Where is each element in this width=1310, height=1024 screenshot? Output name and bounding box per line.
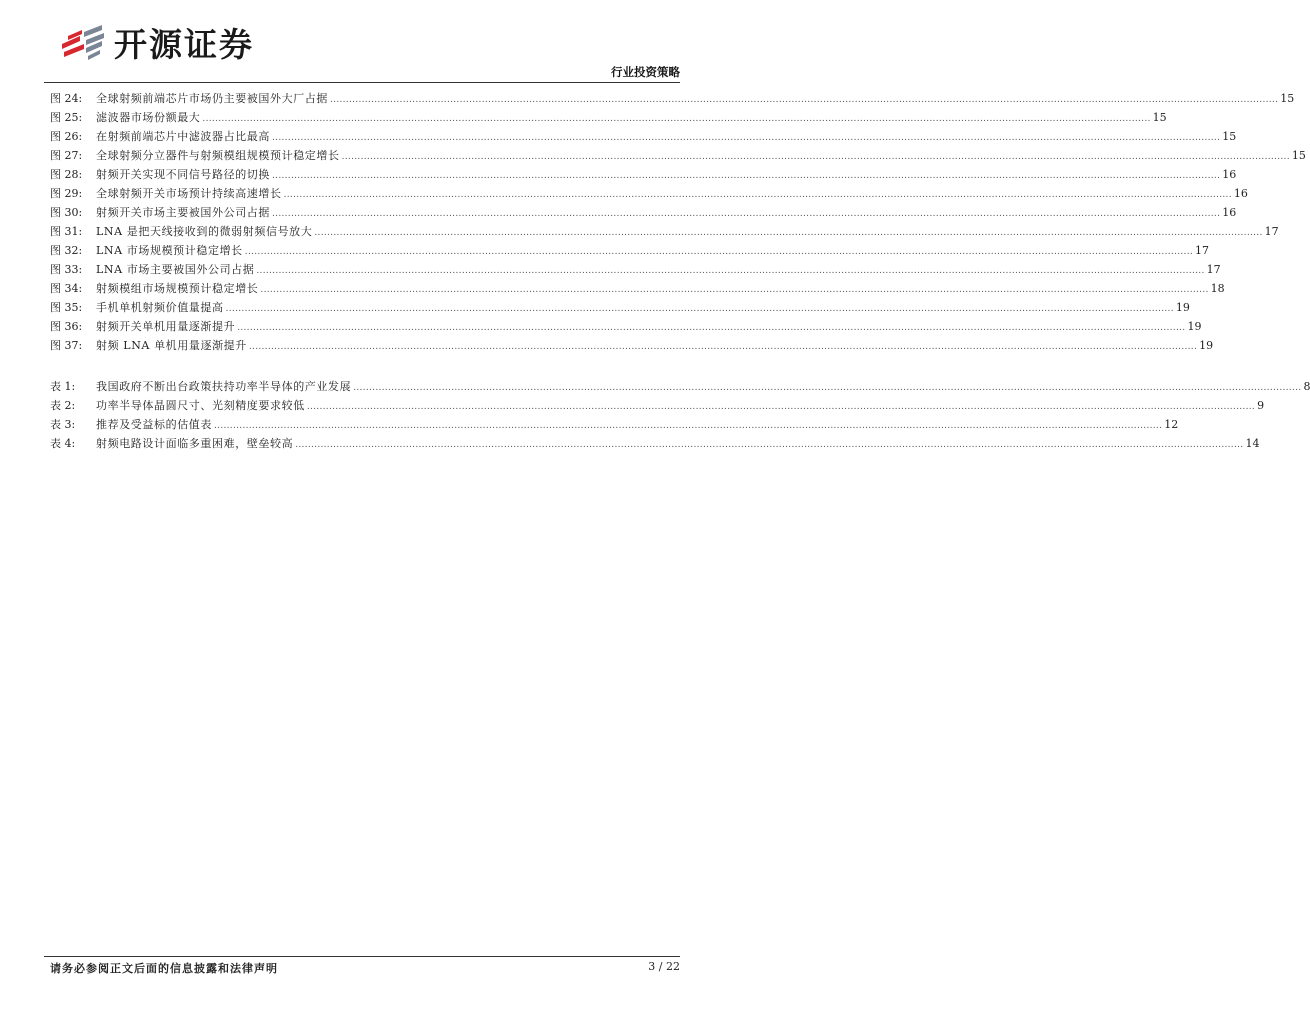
dot-leader: ............................................................................................................................................................................................................................................................................................................ bbox=[295, 440, 1244, 450]
table-entry-title: 功率半导体晶圆尺寸、光刻精度要求较低 bbox=[96, 399, 305, 412]
dot-leader: ............................................................................................................................................................................................................................................................................................................ bbox=[272, 171, 1221, 181]
figure-entry-title: 射频开关市场主要被国外公司占据 bbox=[96, 206, 270, 219]
figure-entry[interactable] bbox=[50, 261, 1221, 280]
dot-leader: ............................................................................................................................................................................................................................................................................................................ bbox=[202, 114, 1151, 124]
kaiyuan-logo-icon bbox=[58, 22, 106, 62]
figure-entry-number: 图 26: bbox=[50, 130, 83, 143]
table-entry-title: 推荐及受益标的估值表 bbox=[96, 418, 212, 431]
figure-entry-page: 16 bbox=[1222, 206, 1237, 219]
figure-entry-page: 17 bbox=[1264, 225, 1279, 238]
header-divider bbox=[44, 82, 680, 83]
dot-leader: ............................................................................................................................................................................................................................................................................................................ bbox=[237, 323, 1186, 333]
table-entry[interactable] bbox=[50, 416, 1179, 435]
table-entry-page: 9 bbox=[1257, 399, 1265, 412]
figure-entry-number: 图 27: bbox=[50, 149, 83, 162]
figure-entry[interactable] bbox=[50, 299, 1190, 318]
figure-entry-title: 射频模组市场规模预计稳定增长 bbox=[96, 282, 259, 295]
figure-entry-page: 18 bbox=[1210, 282, 1225, 295]
figure-entry[interactable] bbox=[50, 166, 1237, 185]
figure-entry-title: 全球射频开关市场预计持续高速增长 bbox=[96, 187, 282, 200]
figure-entry[interactable] bbox=[50, 185, 1248, 204]
figure-entry-page: 15 bbox=[1280, 92, 1295, 105]
figure-entry-title: 在射频前端芯片中滤波器占比最高 bbox=[96, 130, 270, 143]
dot-leader: ............................................................................................................................................................................................................................................................................................................ bbox=[260, 285, 1209, 295]
figure-entry-number: 图 36: bbox=[50, 320, 83, 333]
dot-leader: ............................................................................................................................................................................................................................................................................................................ bbox=[341, 152, 1290, 162]
figure-entry-title: LNA 市场规模预计稳定增长 bbox=[96, 244, 243, 257]
table-entry[interactable] bbox=[50, 397, 1265, 416]
figure-entry-number: 图 30: bbox=[50, 206, 83, 219]
dot-leader: ............................................................................................................................................................................................................................................................................................................ bbox=[214, 421, 1163, 431]
figure-entry-page: 19 bbox=[1187, 320, 1202, 333]
table-entry[interactable] bbox=[50, 378, 1310, 397]
figure-entry-number: 图 37: bbox=[50, 339, 83, 352]
dot-leader: ............................................................................................................................................................................................................................................................................................................ bbox=[272, 209, 1221, 219]
figure-entry-page: 16 bbox=[1233, 187, 1248, 200]
footer-divider bbox=[44, 956, 680, 957]
table-entry-page: 14 bbox=[1245, 437, 1260, 450]
figure-entry-number: 图 35: bbox=[50, 301, 83, 314]
figure-entry[interactable] bbox=[50, 128, 1237, 147]
figure-entry-page: 16 bbox=[1222, 168, 1237, 181]
figure-entry[interactable] bbox=[50, 242, 1210, 261]
figure-entry-number: 图 32: bbox=[50, 244, 83, 257]
figure-entry-number: 图 24: bbox=[50, 92, 83, 105]
table-entry-title: 我国政府不断出台政策扶持功率半导体的产业发展 bbox=[96, 380, 352, 393]
table-entry-page: 8 bbox=[1303, 380, 1310, 393]
dot-leader: ............................................................................................................................................................................................................................................................................................................ bbox=[225, 304, 1174, 314]
figure-entry-number: 图 25: bbox=[50, 111, 83, 124]
figure-entry-title: 手机单机射频价值量提高 bbox=[96, 301, 224, 314]
figure-entry-number: 图 34: bbox=[50, 282, 83, 295]
figure-entry-number: 图 33: bbox=[50, 263, 83, 276]
figure-entry-page: 15 bbox=[1291, 149, 1306, 162]
figure-entry-page: 15 bbox=[1222, 130, 1237, 143]
figure-entry-page: 17 bbox=[1206, 263, 1221, 276]
figure-entry[interactable] bbox=[50, 90, 1295, 109]
table-entry-title: 射频电路设计面临多重困难，壁垒较高 bbox=[96, 437, 294, 450]
figure-entry[interactable] bbox=[50, 109, 1167, 128]
table-entry-number: 表 2: bbox=[50, 399, 76, 412]
dot-leader: ............................................................................................................................................................................................................................................................................................................ bbox=[256, 266, 1205, 276]
figure-entry[interactable] bbox=[50, 147, 1306, 166]
figure-entry[interactable] bbox=[50, 223, 1279, 242]
figure-entry[interactable] bbox=[50, 337, 1214, 356]
figure-entry-title: LNA 是把天线接收到的微弱射频信号放大 bbox=[96, 225, 313, 238]
figure-entry-title: LNA 市场主要被国外公司占据 bbox=[96, 263, 255, 276]
table-entry-number: 表 1: bbox=[50, 380, 76, 393]
figure-entry-page: 15 bbox=[1152, 111, 1167, 124]
figure-entry-page: 17 bbox=[1195, 244, 1210, 257]
table-list bbox=[50, 378, 1310, 454]
report-category: 行业投资策略 bbox=[611, 65, 680, 79]
figure-entry-number: 图 31: bbox=[50, 225, 83, 238]
brand-name: 开源证券 bbox=[114, 24, 254, 64]
dot-leader: ............................................................................................................................................................................................................................................................................................................ bbox=[272, 133, 1221, 143]
figure-entry[interactable] bbox=[50, 204, 1237, 223]
figure-entry-number: 图 28: bbox=[50, 168, 83, 181]
dot-leader: ............................................................................................................................................................................................................................................................................................................ bbox=[353, 383, 1302, 393]
figure-entry-page: 19 bbox=[1199, 339, 1214, 352]
brand-logo bbox=[58, 22, 254, 62]
dot-leader: ............................................................................................................................................................................................................................................................................................................ bbox=[330, 95, 1279, 105]
dot-leader: ............................................................................................................................................................................................................................................................................................................ bbox=[314, 228, 1263, 238]
figure-list bbox=[50, 90, 1306, 356]
dot-leader: ............................................................................................................................................................................................................................................................................................................ bbox=[306, 402, 1256, 412]
figure-entry-title: 射频开关单机用量逐渐提升 bbox=[96, 320, 236, 333]
footer-disclaimer: 请务必参阅正文后面的信息披露和法律声明 bbox=[50, 962, 278, 975]
figure-entry-title: 射频 LNA 单机用量逐渐提升 bbox=[96, 339, 247, 352]
figure-entry[interactable] bbox=[50, 280, 1225, 299]
dot-leader: ............................................................................................................................................................................................................................................................................................................ bbox=[248, 342, 1198, 352]
figure-entry-title: 全球射频分立器件与射频模组规模预计稳定增长 bbox=[96, 149, 340, 162]
figure-entry[interactable] bbox=[50, 318, 1202, 337]
page-indicator: 3 / 22 bbox=[648, 960, 680, 973]
figure-entry-title: 全球射频前端芯片市场仍主要被国外大厂占据 bbox=[96, 92, 328, 105]
figure-entry-title: 滤波器市场份额最大 bbox=[96, 111, 201, 124]
figure-entry-number: 图 29: bbox=[50, 187, 83, 200]
figure-entry-title: 射频开关实现不同信号路径的切换 bbox=[96, 168, 270, 181]
table-entry[interactable] bbox=[50, 435, 1260, 454]
table-entry-number: 表 4: bbox=[50, 437, 76, 450]
dot-leader: ............................................................................................................................................................................................................................................................................................................ bbox=[244, 247, 1194, 257]
table-entry-number: 表 3: bbox=[50, 418, 76, 431]
dot-leader: ............................................................................................................................................................................................................................................................................................................ bbox=[283, 190, 1232, 200]
figure-entry-page: 19 bbox=[1175, 301, 1190, 314]
table-entry-page: 12 bbox=[1164, 418, 1179, 431]
